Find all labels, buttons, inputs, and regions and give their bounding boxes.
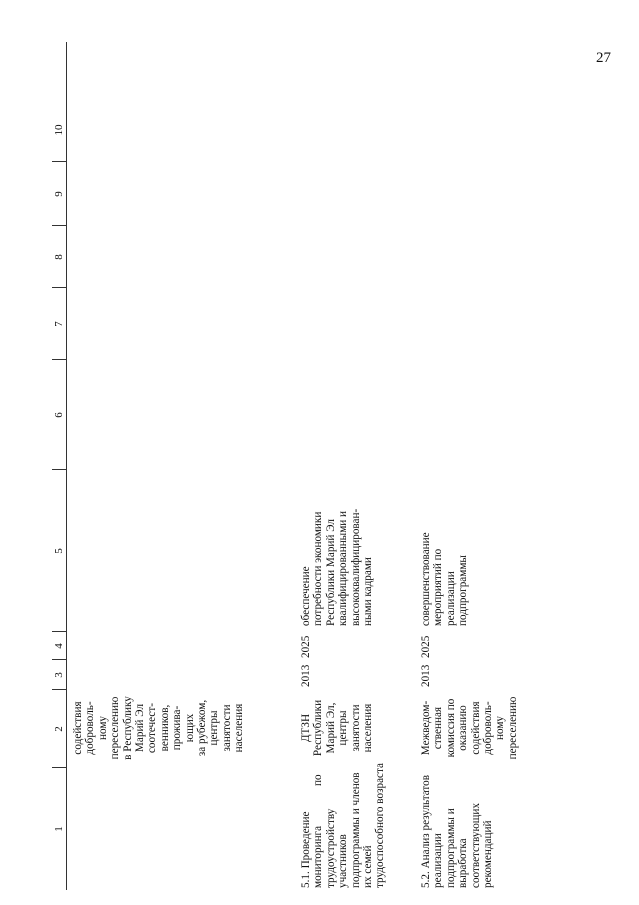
column-divider xyxy=(52,469,66,470)
cell-end-year: 2025 xyxy=(300,635,312,658)
column-header-10: 10 xyxy=(53,124,65,136)
cell-executor: ДТЗН Республики Марий Эл, центры занятости населения xyxy=(300,699,375,757)
column-header-6: 6 xyxy=(53,412,65,418)
column-header-4: 4 xyxy=(53,643,65,649)
cell-start-year: 2013 xyxy=(420,664,432,687)
cell-start-year: 2013 xyxy=(300,664,312,687)
column-divider xyxy=(52,767,66,768)
cell-activity: 5.1. Проведение мониторинга трудоустройству участников подпрограммы и членов их семей трудоспособного возраста xyxy=(300,762,387,888)
column-divider xyxy=(52,161,66,162)
column-header-8: 8 xyxy=(53,254,65,260)
column-divider xyxy=(52,631,66,632)
column-header-9: 9 xyxy=(53,191,65,197)
cell-expected-result: совершенствование мероприятий по реализации подпрограммы xyxy=(420,532,470,626)
column-header-2: 2 xyxy=(53,726,65,732)
column-divider xyxy=(52,225,66,226)
column-header-5: 5 xyxy=(53,548,65,554)
rotated-table xyxy=(52,42,612,890)
column-divider xyxy=(52,287,66,288)
column-header-3: 3 xyxy=(53,672,65,678)
column-header-1: 1 xyxy=(53,826,65,832)
column-divider xyxy=(52,659,66,660)
cell-executor: Межведом- ственная комиссия по оказанию содействия доброволь- ному переселению xyxy=(420,696,519,760)
column-divider xyxy=(52,359,66,360)
cell-activity-po: по xyxy=(312,774,324,786)
column-header-7: 7 xyxy=(53,321,65,327)
cell-expected-result: обеспечение потребности экономики Республики Марий Эл квалифицированными и высококвалифицирован- ными кадрами xyxy=(300,508,375,626)
column-divider xyxy=(52,689,66,690)
cell-end-year: 2025 xyxy=(420,635,432,658)
cell-executor: содействия доброволь- ному переселению в Республику Марий Эл соотечест- венников, прожива- ющих за рубежом, центры занятости населения xyxy=(72,696,246,760)
header-bottom-rule xyxy=(66,42,67,890)
cell-activity: 5.2. Анализ результатов реализации подпрограммы и выработка соответствующих рекомендаций xyxy=(420,774,495,888)
page-number: 27 xyxy=(596,50,611,66)
